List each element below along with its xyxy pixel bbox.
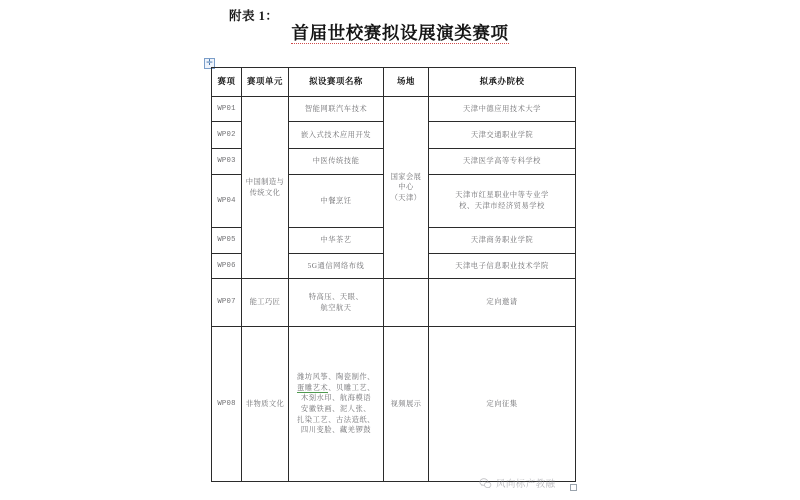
name-line-1: 特高压、天眼、 [308, 291, 364, 301]
cell-code: WP05 [212, 228, 242, 254]
unit-line-1: 中国制造与 [245, 176, 285, 186]
cell-code: WP02 [212, 122, 242, 149]
cell-code: WP06 [212, 254, 242, 279]
name-line-2: 航空航天 [320, 302, 352, 312]
header-venue: 场地 [384, 68, 429, 97]
wechat-icon [479, 477, 492, 490]
header-unit: 赛项单元 [242, 68, 289, 97]
cell-unit-intangible: 非物质文化 [242, 327, 289, 482]
venue-line-2: 中心 [398, 182, 414, 192]
cell-name [289, 327, 384, 482]
attachment-label: 附表 1： [229, 9, 279, 23]
cell-venue-merged [384, 97, 429, 279]
cell-code: WP04 [212, 175, 242, 228]
name-line-2-rest: 、贝雕工艺、 [328, 382, 375, 392]
cell-venue-empty [384, 279, 429, 327]
cell-school [429, 175, 576, 228]
cell-unit-china-manufacturing [242, 97, 289, 279]
cell-school: 天津医学高等专科学校 [429, 149, 576, 175]
name-line-6: 四川变脸、藏羌锣鼓 [300, 425, 372, 435]
school-line-1: 天津市红星职业中等专业学 [455, 190, 549, 200]
cell-name [289, 279, 384, 327]
cell-name: 中医传统技能 [289, 149, 384, 175]
table-header-row [212, 68, 576, 97]
name-line-2 [291, 383, 381, 394]
school-line-2: 校、天津市经济贸易学校 [459, 201, 545, 210]
cell-venue: 视频展示 [384, 327, 429, 482]
header-school: 拟承办院校 [429, 68, 576, 97]
header-code: 赛项 [212, 68, 242, 97]
cell-code: WP07 [212, 279, 242, 327]
cell-school: 定向邀请 [429, 279, 576, 327]
cell-school: 定向征集 [429, 327, 576, 482]
table-row [212, 279, 576, 327]
cell-school: 天津交通职业学院 [429, 122, 576, 149]
table-row [212, 327, 576, 482]
table-resize-handle[interactable] [570, 484, 577, 491]
name-line-2-underlined: 蛋雕艺术 [297, 382, 329, 392]
page-title [0, 20, 800, 45]
unit-line-2: 传统文化 [249, 187, 281, 197]
cell-code: WP01 [212, 97, 242, 122]
cell-school: 天津电子信息职业技术学院 [429, 254, 576, 279]
cell-name: 智能网联汽车技术 [289, 97, 384, 122]
competition-events-table [211, 67, 576, 482]
name-line-4: 安徽铁画、泥人张、 [300, 404, 372, 413]
cell-school: 天津商务职业学院 [429, 228, 576, 254]
venue-line-3: （天津） [390, 192, 422, 202]
page-title-text: 首届世校赛拟设展演类赛项 [291, 23, 509, 43]
cell-school: 天津中德应用技术大学 [429, 97, 576, 122]
watermark-text: 风向标产教融 [496, 479, 556, 490]
cell-name: 中华茶艺 [289, 228, 384, 254]
cell-unit-craftsman: 能工巧匠 [242, 279, 289, 327]
name-line-1: 潍坊风筝、陶瓷制作、 [297, 372, 375, 382]
cell-name: 嵌入式技术应用开发 [289, 122, 384, 149]
cell-name: 中餐烹饪 [289, 175, 384, 228]
table-move-handle[interactable]: ✛ [204, 58, 215, 69]
venue-line-1: 国家会展 [390, 171, 422, 181]
table-row [212, 97, 576, 122]
watermark [479, 476, 555, 490]
cell-name: 5G通信网络布线 [289, 254, 384, 279]
header-name: 拟设赛项名称 [289, 68, 384, 97]
name-line-5: 扎染工艺、古法造纸、 [297, 414, 375, 424]
cell-code: WP08 [212, 327, 242, 482]
name-line-3: 木刻水印、航海模语 [300, 393, 372, 403]
cell-code: WP03 [212, 149, 242, 175]
table-container [211, 67, 575, 482]
